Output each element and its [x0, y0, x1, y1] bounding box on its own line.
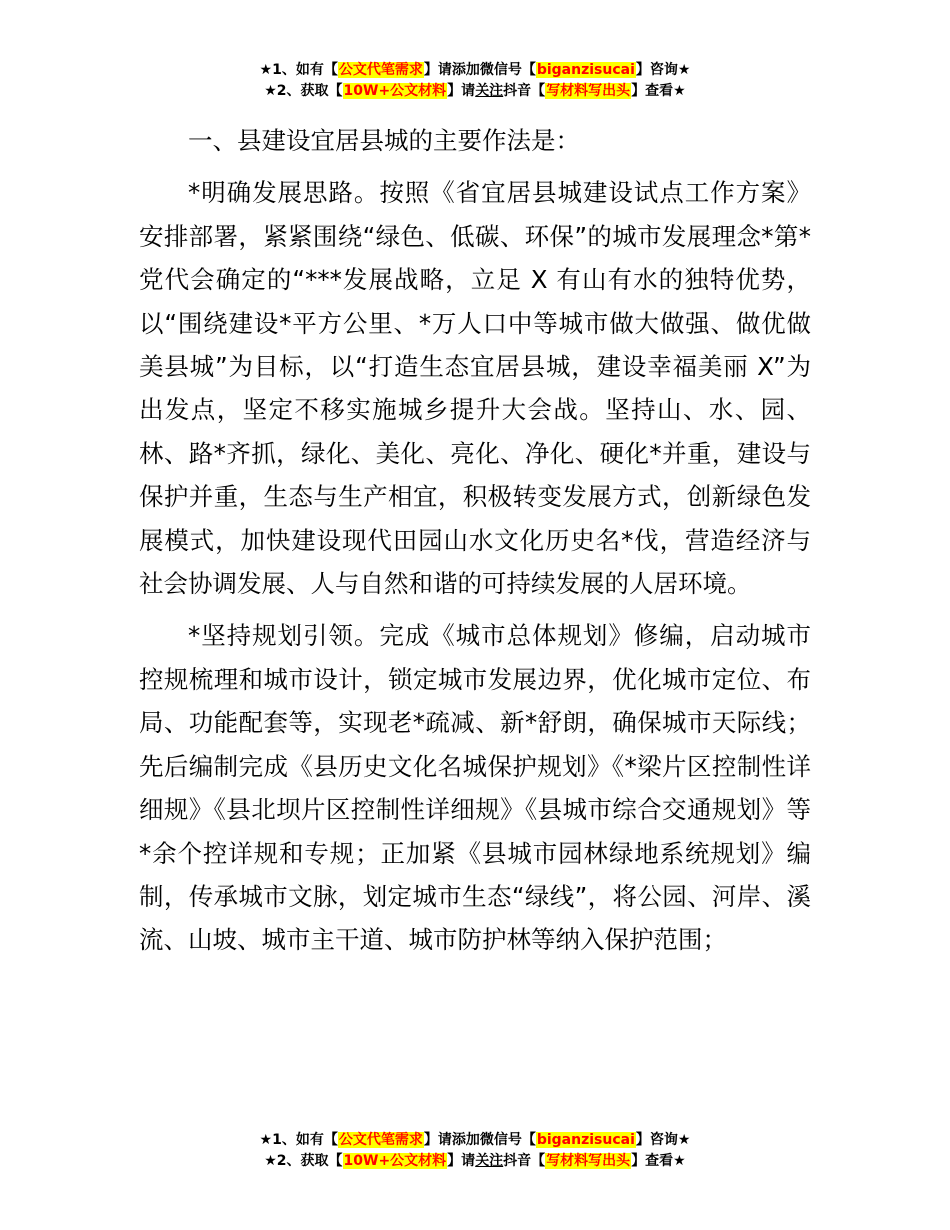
promo-text: 】请 [423, 62, 452, 78]
header-promo-banner [0, 60, 950, 102]
promo-emphasis: 关注 [475, 83, 504, 99]
promo-text: ★2、获取【 [264, 1153, 343, 1169]
promo-highlight-douyin: 写材料写出头 [546, 1153, 631, 1169]
promo-line-1 [0, 1130, 950, 1151]
promo-line-1 [0, 60, 950, 81]
paragraph-planning-guidance: *坚持规划引领。完成《城市总体规划》修编，启动城市控规梳理和城市设计，锁定城市发展边界，优化城市定位、布局、功能配套等，实现老*疏减、新*舒朗，确保城市天际线；先后编制完成《县历史文化名城保护规划》《*梁片区控制性详细规》《县北坝片区控制性详细规》《县城市综合交通规划》等*余个控详规和专规；正加紧《县城市园林绿地系统规划》编制，传承城市文脉，划定城市生态“绿线”，将公园、河岸、溪流、山坡、城市主干道、城市防护林等纳入保护范围； [139, 621, 811, 955]
promo-highlight-service: 公文代笔需求 [338, 62, 423, 78]
paragraph-development-thinking: *明确发展思路。按照《省宜居县城建设试点工作方案》安排部署，紧紧围绕“绿色、低碳、环保”的城市发展理念*第*党代会确定的“***发展战略，立足 X 有山有水的独特优势，以“围绕建设*平方公里、*万人口中等城市做大做强、做优做美县城”为目标，以“打造生态宜居县城，建设幸福美丽 X”为出发点，坚定不移实施城乡提升大会战。坚持山、水、园、林、路*齐抓，绿化、美化、亮化、净化、硬化*并重，建设与保护并重，生态与生产相宜，积极转变发展方式，创新绿色发展模式，加快建设现代田园山水文化历史名*伐，营造经济与社会协调发展、人与自然和谐的可持续发展的人居环境。 [139, 178, 811, 599]
promo-line-2 [0, 1151, 950, 1172]
footer-promo-banner [0, 1130, 950, 1172]
promo-text: 微信号【 [479, 1132, 536, 1148]
promo-text: 微信号【 [479, 62, 536, 78]
promo-highlight-materials: 10W+公文材料 [343, 83, 447, 99]
promo-emphasis: 关注 [475, 1153, 504, 1169]
promo-emphasis: 添加 [451, 1132, 480, 1148]
promo-text: 】查看★ [631, 83, 686, 99]
promo-text: ★1、如有【 [259, 62, 338, 78]
promo-highlight-wechat-id: biganzisucai [536, 62, 635, 78]
promo-text: 抖音【 [503, 1153, 546, 1169]
promo-emphasis: 添加 [451, 62, 480, 78]
promo-text: ★2、获取【 [264, 83, 343, 99]
promo-text: 抖音【 [503, 83, 546, 99]
promo-highlight-service: 公文代笔需求 [338, 1132, 423, 1148]
promo-text: ★1、如有【 [259, 1132, 338, 1148]
promo-highlight-wechat-id: biganzisucai [536, 1132, 635, 1148]
promo-highlight-douyin: 写材料写出头 [546, 83, 631, 99]
promo-line-2 [0, 81, 950, 102]
section-heading: 一、县建设宜居县城的主要作法是： [188, 126, 580, 155]
promo-text: 】请 [423, 1132, 452, 1148]
promo-text: 】请 [447, 83, 476, 99]
document-body [139, 119, 811, 971]
promo-highlight-materials: 10W+公文材料 [343, 1153, 447, 1169]
promo-text: 】咨询★ [635, 62, 691, 78]
promo-text: 】查看★ [631, 1153, 686, 1169]
promo-text: 】咨询★ [635, 1132, 691, 1148]
promo-text: 】请 [447, 1153, 476, 1169]
